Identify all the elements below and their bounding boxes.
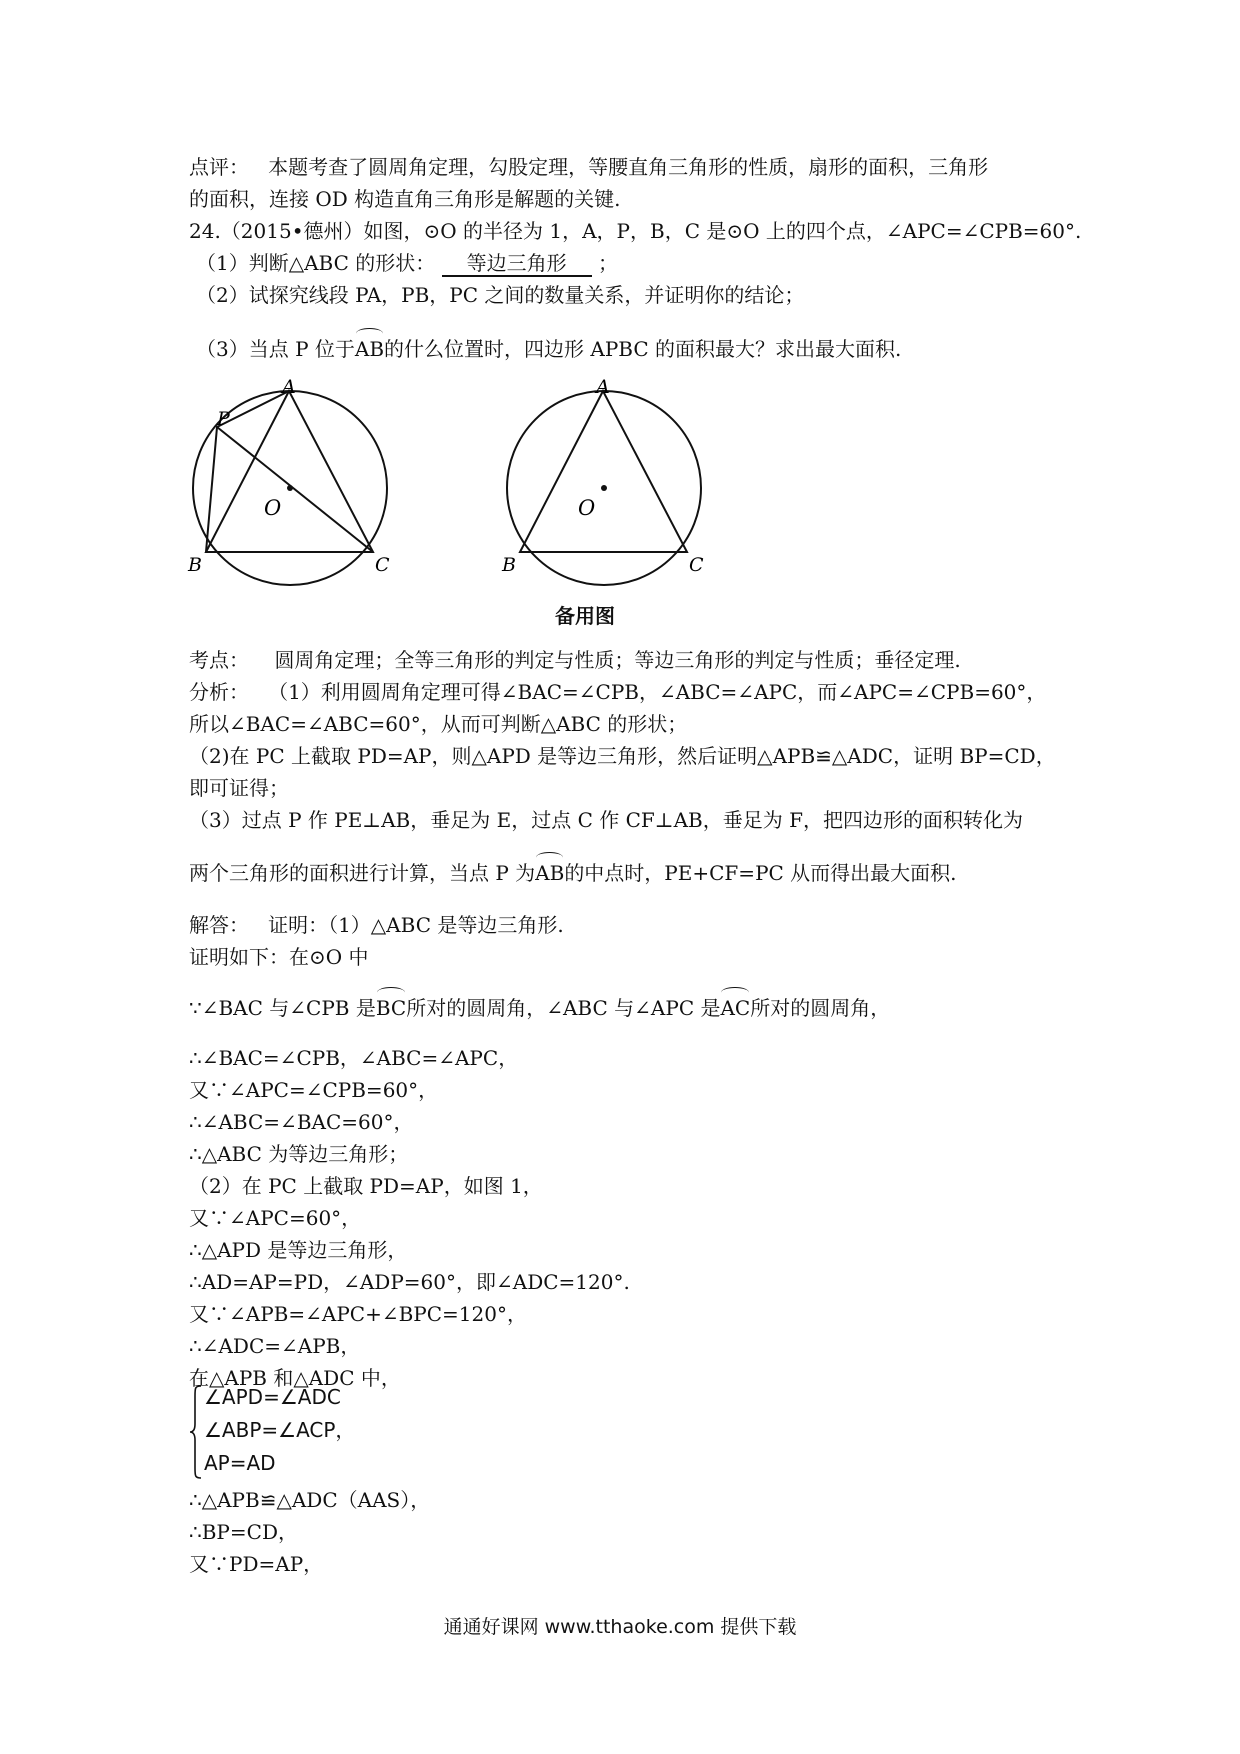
comment-text-1: 本题考查了圆周角定理，勾股定理，等腰直角三角形的性质，扇形的面积，三角形 [268,155,989,179]
fenxi-line-5: （3）过点 P 作 PE⊥AB，垂足为 E，过点 C 作 CF⊥AB，垂足为 F，把四边形的面积转化为 [189,808,1023,832]
figure-2-caption: 备用图 [555,604,615,628]
solution-line-17: 又∵PD=AP， [189,1552,324,1576]
comment-label: 点评： [189,155,249,179]
part1-answer-blank: 等边三角形 [442,251,592,277]
question-header: 24.（2015•德州）如图，⊙O 的半径为 1，A，P，B，C 是⊙O 上的四个点，∠APC=∠CPB=60°. [189,219,1082,243]
kaodian-text: 圆周角定理；全等三角形的判定与性质；等边三角形的判定与性质；垂径定理. [274,648,961,672]
solution-line-12: 又∵∠APB=∠APC+∠BPC=120°， [189,1302,527,1326]
kaodian-label: 考点： [189,648,249,672]
solution-line-13: ∴∠ADC=∠APB， [189,1334,361,1358]
fenxi-line-3: （2)在 PC 上截取 PD=AP，则△APD 是等边三角形，然后证明△APB≌△ADC，证明 BP=CD， [189,744,1056,768]
arc-ac: AC [720,993,750,1023]
fenxi6-suffix: 的中点时，PE+CF=PC 从而得出最大面积. [564,861,957,885]
question-part-3 [196,334,901,364]
solution-line-10: ∴△APD 是等边三角形， [189,1238,408,1262]
system-line-1: ∠APD=∠ADC [204,1385,341,1409]
arc-bc: BC [376,993,406,1023]
solution-line-16: ∴BP=CD， [189,1520,298,1544]
solution-line-8: （2）在 PC 上截取 PD=AP，如图 1， [189,1174,543,1198]
s3-part-b: 所对的圆周角，∠ABC 与∠APC 是 [406,996,721,1020]
solution-label: 解答： [189,913,249,937]
fig2-label-c: C [689,554,704,576]
solution-line-1 [189,910,564,940]
fig1-label-c: C [375,554,390,576]
figure-2-circle-diagram [500,378,710,598]
solution-line-9: 又∵∠APC=60°， [189,1206,362,1230]
fenxi-line-6 [189,858,957,888]
fenxi6-prefix: 两个三角形的面积进行计算，当点 P 为 [189,861,536,885]
comment-line-1 [189,152,988,182]
arc-ab-2: AB [535,858,564,888]
solution-line-14: 在△APB 和△ADC 中， [189,1366,401,1390]
fenxi-label: 分析： [189,680,249,704]
part1-suffix: ； [598,251,618,275]
system-line-2: ∠ABP=∠ACP， [204,1418,356,1442]
kaodian-line [189,645,961,675]
solution-line-11: ∴AD=AP=PD，∠ADP=60°，即∠ADC=120°. [189,1270,630,1294]
fenxi-line-4: 即可证得； [189,776,289,800]
fig1-label-p: P [217,408,230,430]
fenxi-line-1 [189,677,1046,707]
solution-line-7: ∴△ABC 为等边三角形； [189,1142,409,1166]
fenxi-line-2: 所以∠BAC=∠ABC=60°，从而可判断△ABC 的形状； [189,712,688,736]
solution-line-3 [189,993,890,1023]
comment-line-2: 的面积，连接 OD 构造直角三角形是解题的关键. [189,187,621,211]
part3-prefix: （3）当点 P 位于 [196,337,355,361]
fenxi-text-1: （1）利用圆周角定理可得∠BAC=∠CPB，∠ABC=∠APC，而∠APC=∠CPB=60°， [268,680,1047,704]
solution-text-1: 证明：（1）△ABC 是等边三角形. [268,913,564,937]
fig1-label-a: A [282,378,296,398]
system-line-3: AP=AD [204,1451,276,1475]
solution-line-2: 证明如下：在⊙O 中 [189,945,369,969]
page-footer: 通通好课网 www.tthaoke.com 提供下载 [443,1616,797,1638]
fig1-label-o: O [264,496,282,520]
question-part-1 [196,248,618,278]
fig2-label-b: B [502,554,516,576]
question-part-2: （2）试探究线段 PA，PB，PC 之间的数量关系，并证明你的结论； [196,283,805,307]
system-brace [189,1384,203,1480]
arc-ab: AB [355,334,384,364]
solution-line-6: ∴∠ABC=∠BAC=60°， [189,1110,414,1134]
fig2-label-o: O [578,496,596,520]
fig2-label-a: A [596,378,610,398]
part3-suffix: 的什么位置时，四边形 APBC 的面积最大？求出最大面积. [384,337,902,361]
solution-line-4: ∴∠BAC=∠CPB，∠ABC=∠APC， [189,1046,519,1070]
part1-prefix: （1）判断△ABC 的形状： [196,251,436,275]
solution-line-5: 又∵∠APC=∠CPB=60°， [189,1078,439,1102]
figure-1-circle-diagram [186,378,396,598]
s3-part-a: ∵∠BAC 与∠CPB 是 [189,996,376,1020]
solution-line-15: ∴△APB≌△ADC（AAS）， [189,1488,431,1512]
fig1-label-b: B [188,554,202,576]
s3-part-c: 所对的圆周角， [750,996,891,1020]
